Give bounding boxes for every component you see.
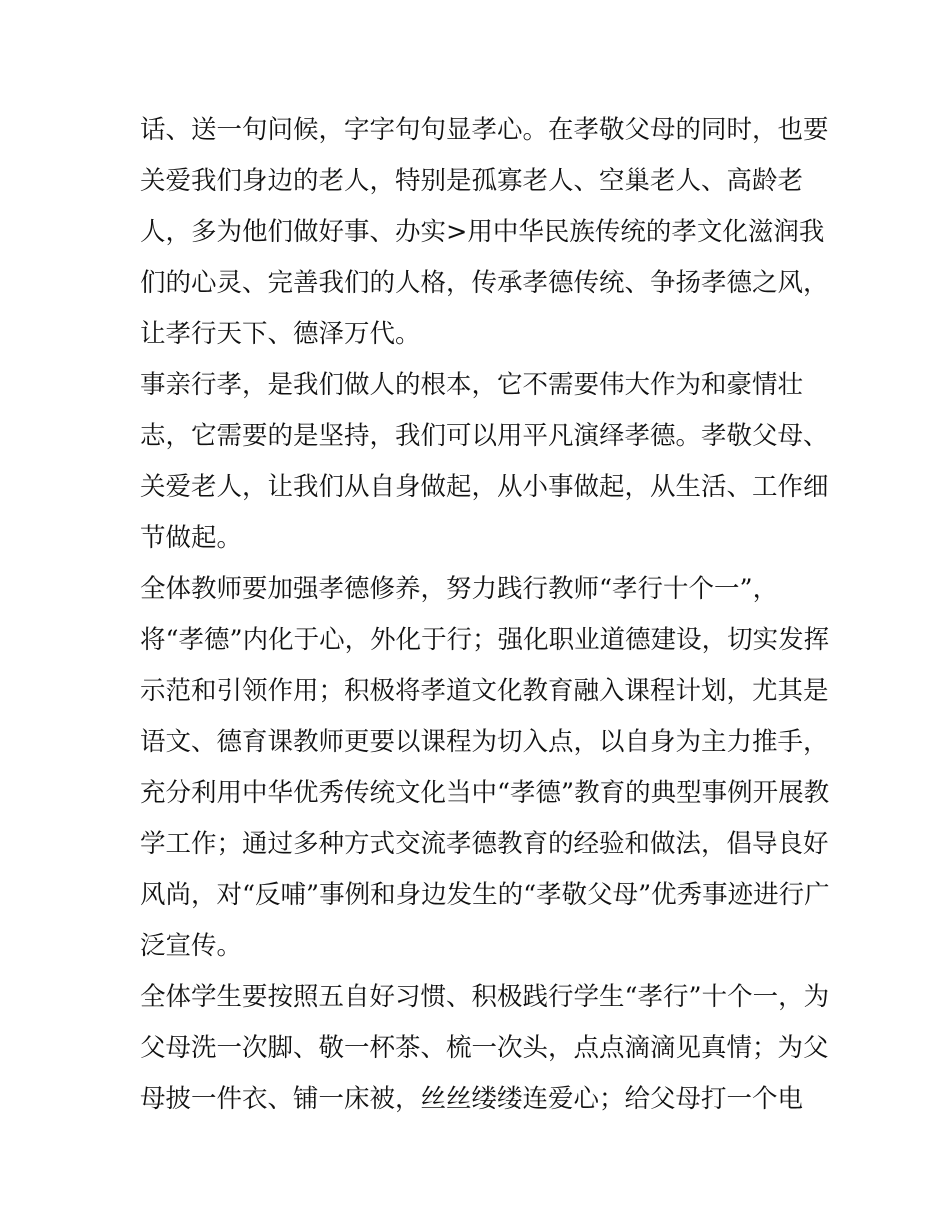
text-line: 全体教师要加强孝德修养，努力践行教师“孝行十个一”， xyxy=(140,574,779,604)
text-line: 母披一件衣、铺一床被，丝丝缕缕连爱心；给父母打一个电 xyxy=(140,1084,804,1114)
text-line: 事亲行孝，是我们做人的根本，它不需要伟大作为和豪情壮 xyxy=(140,370,804,400)
text-line: 关爱我们身边的老人，特别是孤寡老人、空巢老人、高龄老 xyxy=(140,166,804,196)
text-line: 学工作；通过多种方式交流孝德教育的经验和做法，倡导良好 xyxy=(140,829,829,859)
text-line: 关爱老人，让我们从自身做起，从小事做起，从生活、工作细 xyxy=(140,472,829,502)
text-line: 将“孝德”内化于心，外化于行；强化职业道德建设，切实发挥 xyxy=(140,625,830,655)
body-text xyxy=(140,105,830,1125)
text-line: 让孝行天下、德泽万代。 xyxy=(140,319,421,349)
text-line: 充分利用中华优秀传统文化当中“孝德”教育的典型事例开展教 xyxy=(140,778,830,808)
text-line: 示范和引领作用；积极将孝道文化教育融入课程计划，尤其是 xyxy=(140,676,829,706)
text-line: 人，多为他们做好事、办实>用中华民族传统的孝文化滋润我 xyxy=(140,217,825,247)
text-line: 话、送一句问候，字字句句显孝心。在孝敬父母的同时，也要 xyxy=(140,115,829,145)
text-line: 节做起。 xyxy=(140,523,243,553)
text-line: 志，它需要的是坚持，我们可以用平凡演绎孝德。孝敬父母、 xyxy=(140,421,829,451)
text-line: 全体学生要按照五自好习惯、积极践行学生“孝行”十个一，为 xyxy=(140,982,830,1012)
text-line: 风尚，对“反哺”事例和身边发生的“孝敬父母”优秀事迹进行广 xyxy=(140,880,830,910)
text-line: 泛宣传。 xyxy=(140,931,243,961)
text-line: 们的心灵、完善我们的人格，传承孝德传统、争扬孝德之风， xyxy=(140,268,829,298)
text-line: 父母洗一次脚、敬一杯茶、梳一次头，点点滴滴见真情；为父 xyxy=(140,1033,829,1063)
text-line: 语文、德育课教师更要以课程为切入点，以自身为主力推手， xyxy=(140,727,829,757)
